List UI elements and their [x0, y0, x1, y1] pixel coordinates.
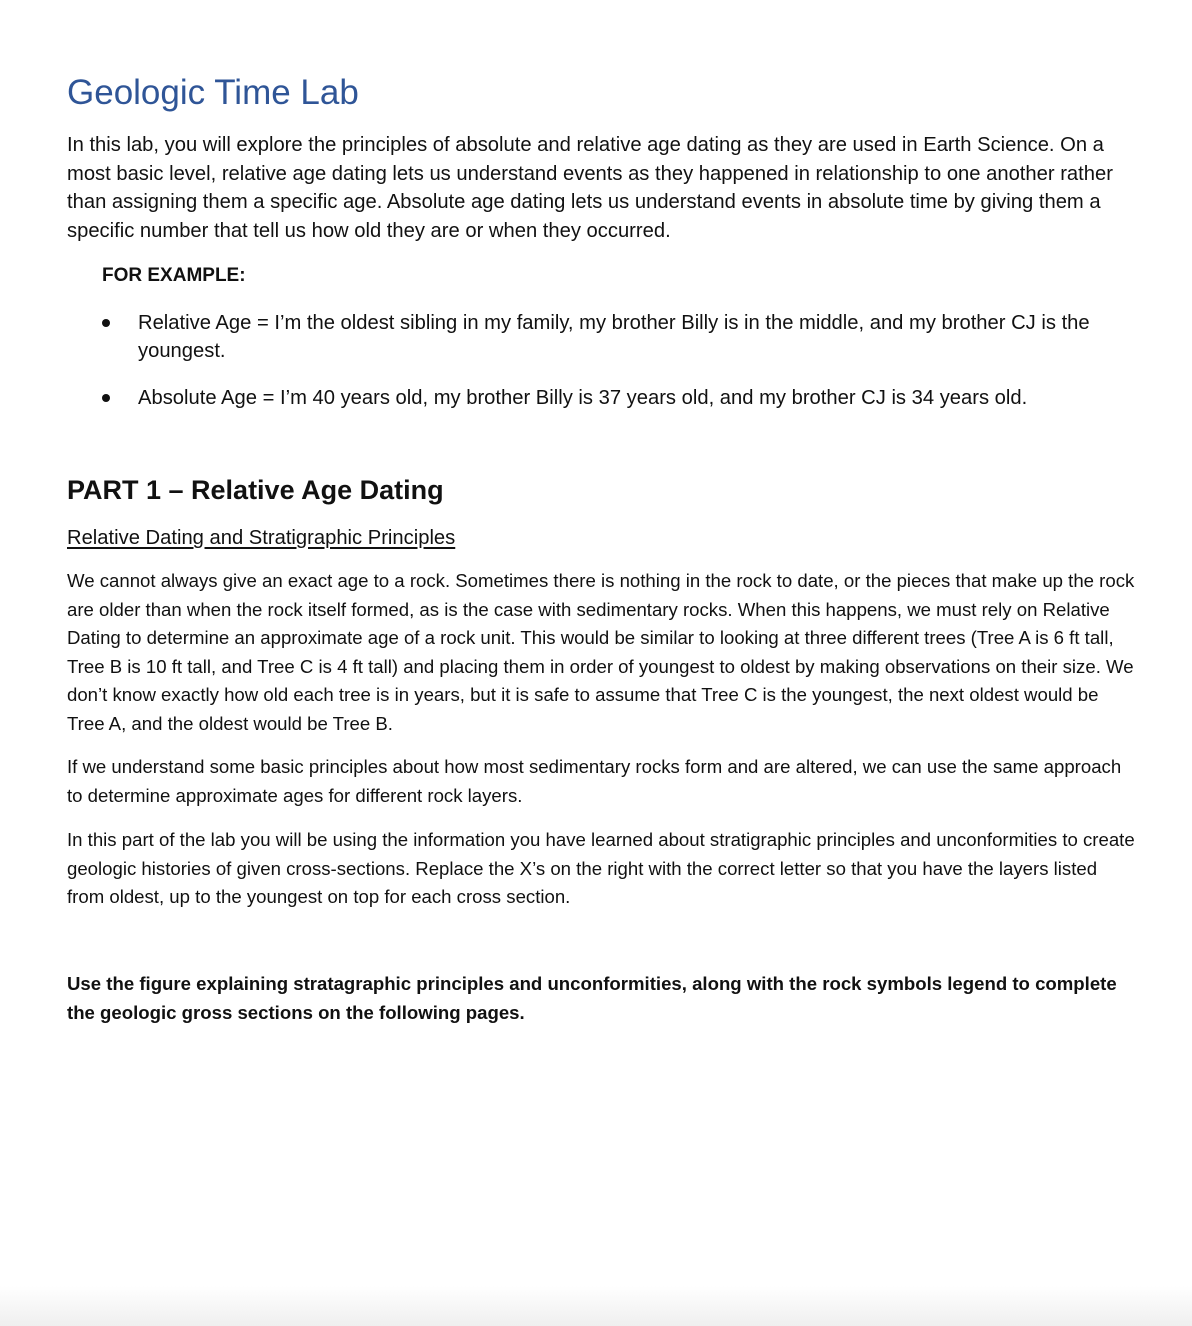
part1-paragraph-relative-dating: We cannot always give an exact age to a rock. Sometimes there is nothing in the rock to date, or the pieces that make up the rock are older than when the rock itself formed, as is the case with sedimentary rocks. When this happens, we must rely on Relative Dating to determine an approximate age of a rock unit. This would be similar to looking at three different trees (Tree A is 6 ft tall, Tree B is 10 ft tall, and Tree C is 4 ft tall) and placing them in order of youngest to oldest by making observations on their size. We don’t know exactly how old each tree is in years, but it is safe to assume that Tree C is the youngest, the next oldest would be Tree A, and the oldest would be Tree B. — [67, 570, 1135, 734]
example-text-relative-age: Relative Age = I’m the oldest sibling in my family, my brother Billy is in the middle, and my brother CJ is the youngest. — [138, 312, 1090, 362]
part1-paragraph-principles: If we understand some basic principles about how most sedimentary rocks form and are altered, we can use the same approach to determine approximate ages for different rock layers. — [67, 756, 1122, 806]
example-item-absolute-age — [67, 384, 1137, 412]
example-label: FOR EXAMPLE: — [102, 265, 246, 286]
example-text-absolute-age: Absolute Age = I’m 40 years old, my brother Billy is 37 years old, and my brother CJ is 34 years old. — [138, 387, 1028, 409]
part1-instruction: Use the figure explaining stratagraphic principles and unconformities, along with the rock symbols legend to complete the geologic gross sections on the following pages. — [67, 973, 1117, 1023]
part1-paragraph-lab-task: In this part of the lab you will be using the information you have learned about stratigraphic principles and unconformities to create geologic histories of given cross-sections. Replace the X’s on the right with the correct letter so that you have the layers listed from oldest, up to the youngest on top for each cross section. — [67, 829, 1135, 908]
bullet-icon — [102, 319, 110, 327]
part1-heading: PART 1 – Relative Age Dating — [67, 475, 444, 505]
page-bottom-shadow — [0, 1286, 1192, 1326]
example-list — [67, 309, 1137, 431]
document-title: Geologic Time Lab — [67, 73, 359, 112]
part1-subheading: Relative Dating and Stratigraphic Principles — [67, 527, 456, 549]
intro-paragraph: In this lab, you will explore the principles of absolute and relative age dating as they are used in Earth Science. On a most basic level, relative age dating lets us understand events as they happened in relationship to one another rather than assigning them a specific age. Absolute age dating lets us understand events in absolute time by giving them a specific number that tell us how old they are or when they occurred. — [67, 134, 1113, 243]
example-item-relative-age — [67, 309, 1137, 365]
bullet-icon — [102, 394, 110, 402]
